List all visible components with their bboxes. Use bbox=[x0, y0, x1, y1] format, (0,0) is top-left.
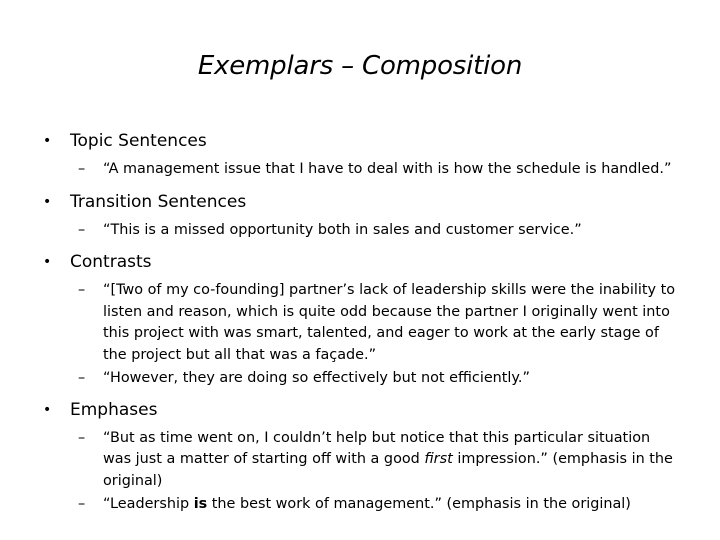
sub-list-transition-sentences bbox=[0, 220, 720, 242]
sub-item bbox=[0, 220, 720, 242]
bullet-emphases bbox=[0, 397, 720, 423]
bullet-icon: • bbox=[43, 401, 52, 418]
dash-icon: – bbox=[78, 370, 86, 386]
sub-item-text: “This is a missed opportunity both in sales and customer service.” bbox=[103, 221, 582, 238]
sub-item bbox=[0, 494, 720, 516]
bullet-icon: • bbox=[43, 133, 52, 149]
sub-item-text-after: impression.” (emphasis in the original) bbox=[103, 451, 673, 489]
emphasis-text: is bbox=[193, 496, 208, 512]
sub-item bbox=[0, 368, 720, 390]
bullet-heading: Contrasts bbox=[70, 252, 152, 272]
sub-item-text-before: “Leadership bbox=[103, 496, 194, 512]
dash-icon: – bbox=[78, 496, 86, 512]
sub-list-emphases bbox=[0, 428, 720, 516]
sub-item-text-after: the best work of management.” (emphasis in the original) bbox=[207, 496, 631, 512]
sub-item-text: “However, they are doing so effectively but not efficiently.” bbox=[103, 370, 530, 386]
bullet-topic-sentences bbox=[0, 128, 720, 154]
bullet-transition-sentences bbox=[0, 189, 720, 215]
dash-icon: – bbox=[78, 429, 86, 446]
emphasis-text: first bbox=[424, 451, 453, 467]
bullet-icon: • bbox=[43, 254, 52, 270]
bullet-heading: Emphases bbox=[70, 399, 158, 420]
slide-title: Exemplars – Composition bbox=[197, 51, 523, 81]
sub-list-topic-sentences bbox=[0, 159, 720, 181]
bullet-heading: Topic Sentences bbox=[70, 131, 207, 151]
bullet-icon: • bbox=[43, 193, 52, 210]
dash-icon: – bbox=[78, 161, 86, 177]
dash-icon: – bbox=[78, 282, 86, 298]
bullet-heading: Transition Sentences bbox=[70, 191, 247, 212]
dash-icon: – bbox=[78, 221, 86, 238]
sub-list-contrasts bbox=[0, 280, 720, 390]
sub-item-text-before: “But as time went on, I couldn’t help but notice that this particular situation was just a matter of starting off with a good bbox=[103, 429, 651, 467]
sub-item bbox=[0, 280, 720, 366]
sub-item bbox=[0, 428, 720, 493]
sub-item bbox=[0, 159, 720, 181]
sub-item-text: “[Two of my co-founding] partner’s lack of leadership skills were the inability to listen and reason, which is quite odd because the partner I originally went into this project with was smart, talented, and eager to work at the early stage of the project but all that was a façade.” bbox=[103, 282, 676, 363]
bullet-contrasts bbox=[0, 249, 720, 275]
slide-content bbox=[0, 128, 720, 516]
sub-item-text: “A management issue that I have to deal with is how the schedule is handled.” bbox=[103, 161, 672, 177]
